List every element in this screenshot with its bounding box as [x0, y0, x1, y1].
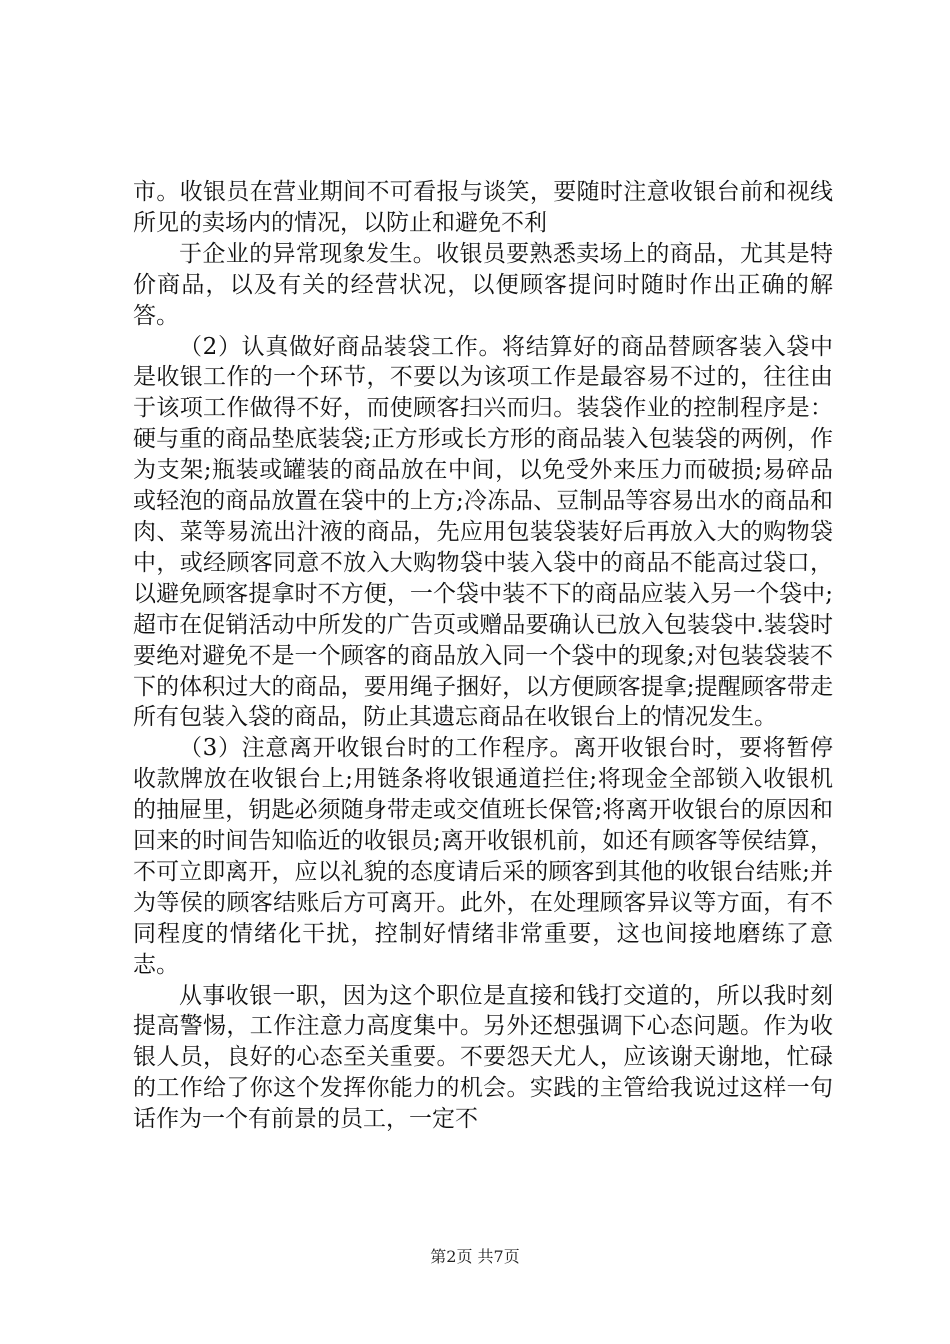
paragraph-bagging-work: （2）认真做好商品装袋工作。将结算好的商品替顾客装入袋中是收银工作的一个环节，不要以为该项工作是最容易不过的，往往由于该项工作做得不好，而使顾客扫兴而归。装袋作业的控制程序是：硬与重的商品垫底装袋;正方形或长方形的商品装入包装袋的两例，作为支架;瓶装或罐装的商品放在中间，以免受外来压力而破损;易碎品或轻泡的商品放置在袋中的上方;冷冻品、豆制品等容易出水的商品和肉、菜等易流出汁液的商品，先应用包装袋装好后再放入大的购物袋中，或经顾客同意不放入大购物袋中装入袋中的商品不能高过袋口，以避免顾客提拿时不方便，一个袋中装不下的商品应装入另一个袋中;超市在促销活动中所发的广告页或赠品要确认已放入包装袋中.装袋时要绝对避免不是一个顾客的商品放入同一个袋中的现象;对包装袋装不下的体积过大的商品，要用绳子捆好，以方便顾客提拿;提醒顾客带走所有包装入袋的商品，防止其遗忘商品在收银台上的情况发生。 [133, 333, 833, 731]
paragraph-continuation: 市。收银员在营业期间不可看报与谈笑，要随时注意收银台前和视线所见的卖场内的情况，以防止和避免不利 [133, 179, 833, 236]
page-footer: 第2页 共7页 [430, 1247, 520, 1266]
paragraph-cashier-duties: 于企业的异常现象发生。收银员要熟悉卖场上的商品，尤其是特价商品，以及有关的经营状况，以便顾客提问时随时作出正确的解答。 [133, 240, 833, 329]
paragraph-leaving-register: （3）注意离开收银台时的工作程序。离开收银台时，要将暂停收款牌放在收银台上;用链条将收银通道拦住;将现金全部锁入收银机的抽屉里，钥匙必须随身带走或交值班长保管;将离开收银台的原因和回来的时间告知临近的收银员;离开收银机前，如还有顾客等侯结算，不可立即离开，应以礼貌的态度请后采的顾客到其他的收银台结账;并为等侯的顾客结账后方可离开。此外，在处理顾客异议等方面，有不同程度的情绪化干扰，控制好情绪非常重要，这也间接地磨练了意志。 [133, 735, 833, 978]
body-text [133, 177, 833, 1135]
paragraph-attitude: 从事收银一职，因为这个职位是直接和钱打交道的，所以我时刻提高警惕，工作注意力高度集中。另外还想强调下心态问题。作为收银人员，良好的心态至关重要。不要怨天尤人，应该谢天谢地，忙碌的工作给了你这个发挥你能力的机会。实践的主管给我说过这样一句话作为一个有前景的员工，一定不 [133, 982, 833, 1133]
